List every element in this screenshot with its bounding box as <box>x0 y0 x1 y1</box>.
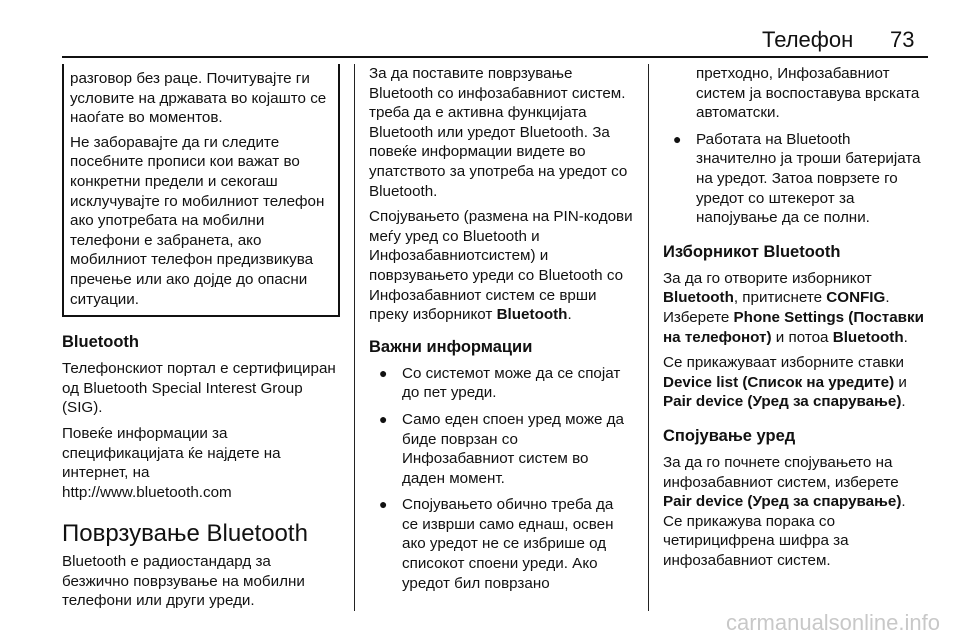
pairing-paragraph: Спојувањето (размена на PIN-кодови меѓу уред со Bluetooth и Инфозабавниотсистем) и поврзувањето уреди со Bluetooth со Инфозабавниот систем се врши преку изборникот Bluetooth. <box>369 208 633 324</box>
bullet-icon: ● <box>379 496 388 513</box>
bullet-icon: ● <box>673 130 682 147</box>
bluetooth-menu-heading: Изборникот Bluetooth <box>663 242 841 261</box>
page-number: 73 <box>890 27 915 52</box>
important-info-list <box>369 364 633 594</box>
connection-heading: Поврзување Bluetooth <box>62 520 308 548</box>
bluetooth-url: http://www.bluetooth.com <box>62 483 232 501</box>
column-middle <box>369 64 633 600</box>
note-paragraph-1: разговор без раце. Почитувајте ги условите на државата во којашто се наоѓате во моментов. <box>70 70 327 127</box>
watermark-text: carmanualsonline.info <box>725 610 940 635</box>
section-title: Телефон <box>762 27 854 52</box>
menu-paragraph-1: За да го отворите изборникот Bluetooth, притиснете CONFIG. Изберете Phone Settings (Поставки на телефонот) и потоа Bluetooth. <box>663 269 924 346</box>
column-divider-2 <box>648 64 649 611</box>
bluetooth-menu-ref: Bluetooth <box>496 306 568 324</box>
important-info-heading: Важни информации <box>369 337 533 356</box>
setup-paragraph: За да поставите поврзување Bluetooth со инфозабавниот систем. треба да е активна функцијата Bluetooth или уредот Bluetooth. За повеќе информации видете во упатството за употреба на уредот со Bluetooth. <box>369 65 628 200</box>
continued-bullet-text: претходно, Инфозабавниот систем ја воспоставува врската автоматски. <box>696 65 920 122</box>
battery-note-list <box>663 130 927 228</box>
list-item: ● Само еден споен уред може да биде поврзан со Инфозабавниот систем во даден момент. <box>379 410 624 487</box>
page-header <box>0 0 960 58</box>
note-paragraph-2: Не заборавајте да ги следите посебните прописи кои важат во конкретни предели и секогаш исклучувајте го мобилниот телефон ако употребата на мобилни телефони е забранета, ако мобилниот телефон предизвикува пречење или ако дојде до опасни ситуации. <box>70 133 325 308</box>
bluetooth-paragraph-1: Телефонскиот портал е сертифициран од Bluetooth Special Interest Group (SIG). <box>62 360 336 417</box>
pairing-device-heading: Спојување уред <box>663 426 796 445</box>
bullet-icon: ● <box>379 410 388 427</box>
pairing-device-paragraph: За да го почнете спојувањето на инфозабавниот систем, изберете Pair device (Уред за спарување). Се прикажува порака со четирицифрена шифра за инфозабавниот систем. <box>663 453 906 569</box>
bluetooth-paragraph-2: Повеќе информации за спецификацијата ќе најдете на интернет, на http://www.bluetooth.com <box>62 424 281 501</box>
menu-paragraph-2: Се прикажуваат изборните ставки Device list (Список на уредите) и Pair device (Уред за спарување). <box>663 354 907 411</box>
bullet-icon: ● <box>379 364 388 381</box>
list-item: ● Со системот може да се спојат до пет уреди. <box>379 364 621 402</box>
column-divider-1 <box>354 64 355 611</box>
warning-note-box <box>62 64 340 317</box>
column-left <box>62 64 340 617</box>
connection-paragraph: Bluetooth е радиостандард за безжично поврзување на мобилни телефони или други уреди. <box>62 553 305 610</box>
list-item: ● Работата на Bluetooth значително ја троши батеријата на уредот. Затоа поврзете го уредот со штекерот за напојување да се полни. <box>673 130 921 227</box>
header-rule <box>62 56 928 58</box>
list-item: ● Спојувањето обично треба да се изврши само еднаш, освен ако уредот не се избрише од списокот споени уреди. Ако уредот бил поврзано <box>379 496 614 592</box>
bluetooth-heading: Bluetooth <box>62 333 139 352</box>
column-right <box>663 64 927 576</box>
